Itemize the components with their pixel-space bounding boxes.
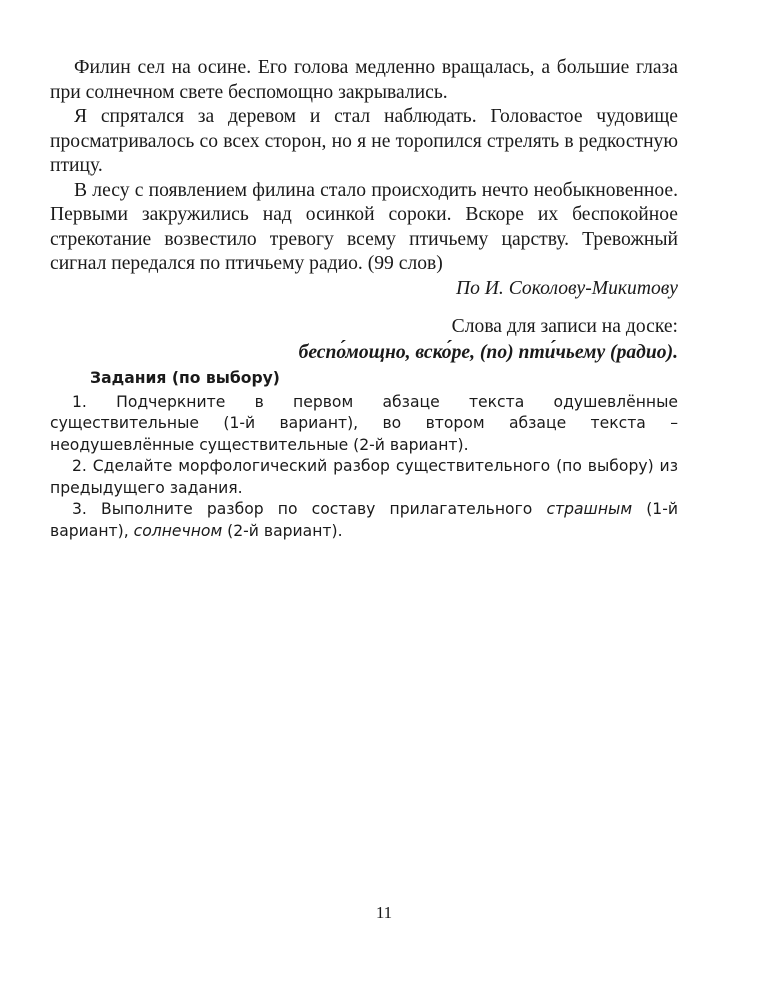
task-3-text-middle: (1-й вариант), — [50, 500, 678, 540]
task-3 — [50, 499, 678, 542]
story-text — [50, 56, 678, 301]
paragraph-3: В лесу с появлением филина стало происходить нечто необыкновенное. Первыми закружились над осинкой сороки. Вскоре их беспокойное стрекотание возвестило тревогу всему птичьему царству. Тревожный сигнал передался по птичьему радио. (99 слов) — [50, 179, 678, 274]
attribution: По И. Соколову-Микитову — [455, 277, 678, 299]
page-number: 11 — [375, 903, 393, 922]
task-1: 1. Подчеркните в первом абзаце текста одушевлённые существительные (1-й вариант), во втором абзаце текста – неодушевлённые существительные (2-й вариант). — [50, 392, 678, 454]
board-label: Слова для записи на доске: — [451, 316, 678, 337]
paragraph-2: Я спрятался за деревом и стал наблюдать. Головастое чудовище просматривалось со всех сторон, но я не торопился стрелять в редкостную птицу. — [50, 106, 678, 176]
tasks-heading: Задания (по выбору) — [90, 369, 280, 387]
tasks-section — [50, 368, 678, 542]
task-3-word-2: солнечном — [133, 521, 223, 540]
task-3-text-end: (2-й вариант). — [222, 521, 343, 540]
board-words-block — [50, 314, 678, 366]
paragraph-1: Филин сел на осине. Его голова медленно вращалась, а большие глаза при солнечном свете беспомощно закрывались. — [50, 57, 678, 103]
task-3-word-1: страшным — [546, 500, 633, 518]
task-3-text-start: 3. Выполните разбор по составу прилагательного — [72, 500, 547, 518]
board-words: беспо́мощно, вско́ре, (по) пти́чьему (радио). — [298, 342, 678, 363]
task-2: 2. Сделайте морфологический разбор существительного (по выбору) из предыдущего задания. — [50, 457, 678, 497]
